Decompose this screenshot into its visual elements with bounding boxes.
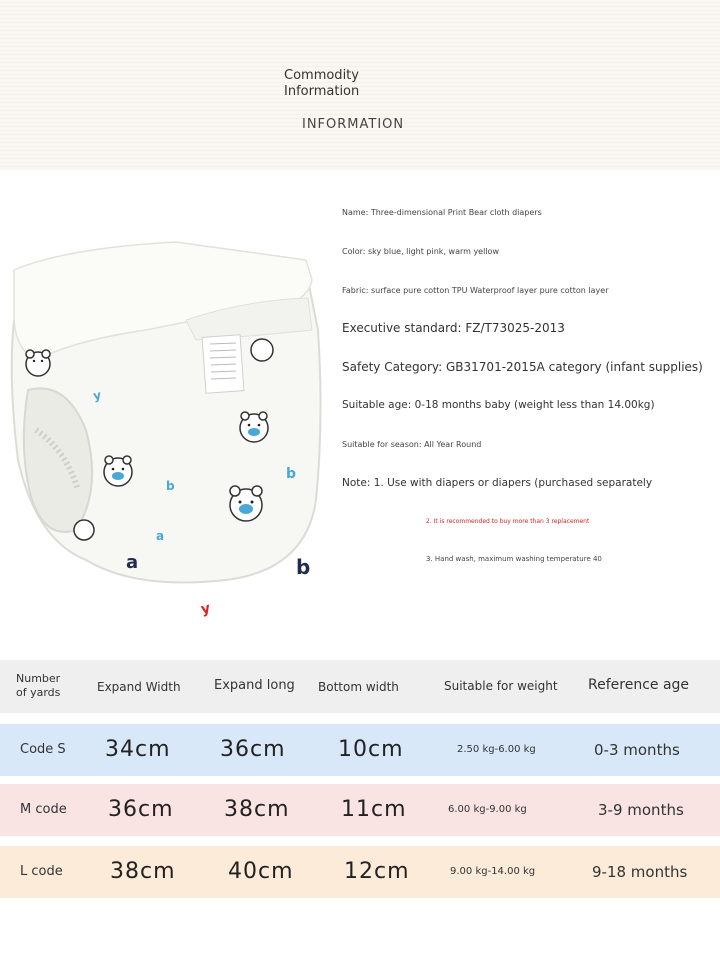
spec-name: Name: Three-dimensional Print Bear cloth diapers xyxy=(342,208,542,217)
print-letter-a-blue: a xyxy=(156,529,165,543)
print-letter-b-small: b xyxy=(166,479,175,493)
row-code: L code xyxy=(20,864,63,879)
row-expand-long: 36cm xyxy=(220,737,286,762)
row-code: M code xyxy=(20,802,67,817)
print-letter-b-large: b xyxy=(296,555,311,579)
row-age: 0-3 months xyxy=(594,741,680,759)
row-code: Code S xyxy=(20,742,66,757)
header-title xyxy=(284,68,359,100)
row-bottom-width: 12cm xyxy=(344,859,410,884)
spec-safety: Safety Category: GB31701-2015A category (infant supplies) xyxy=(342,360,703,374)
row-weight: 2.50 kg-6.00 kg xyxy=(457,744,536,755)
header-subtitle: INFORMATION xyxy=(302,117,405,132)
print-letter-y-blue: y xyxy=(92,387,103,403)
row-expand-long: 38cm xyxy=(224,797,290,822)
cloth-diaper-illustration xyxy=(6,240,326,618)
header-number-of-yards: Number of yards xyxy=(16,672,61,699)
spec-fabric: Fabric: surface pure cotton TPU Waterproof layer pure cotton layer xyxy=(342,286,609,295)
spec-standard: Executive standard: FZ/T73025-2013 xyxy=(342,321,565,335)
row-expand-width: 38cm xyxy=(110,859,176,884)
header-expand-width: Expand Width xyxy=(97,680,181,694)
size-row-s xyxy=(0,724,720,776)
print-letter-a-large: a xyxy=(126,552,139,573)
header-title-line2: Information xyxy=(284,84,360,99)
row-bottom-width: 10cm xyxy=(338,737,404,762)
header-expand-long: Expand long xyxy=(214,678,295,693)
spec-season: Suitable for season: All Year Round xyxy=(342,440,482,449)
size-row-m xyxy=(0,784,720,836)
row-expand-long: 40cm xyxy=(228,859,294,884)
print-letter-y-red: y xyxy=(199,600,212,618)
row-weight: 9.00 kg-14.00 kg xyxy=(450,866,536,877)
header-bottom-width: Bottom width xyxy=(318,680,399,694)
spec-note-3: 3. Hand wash, maximum washing temperature 40 xyxy=(426,555,602,563)
header-title-line1: Commodity xyxy=(284,68,359,83)
header-reference-age: Reference age xyxy=(588,677,690,693)
spec-age: Suitable age: 0-18 months baby (weight less than 14.00kg) xyxy=(342,399,655,411)
print-letter-b-blue: b xyxy=(286,466,297,482)
row-age: 3-9 months xyxy=(598,801,684,819)
row-bottom-width: 11cm xyxy=(341,797,407,822)
size-table-header xyxy=(0,660,720,713)
header-suitable-weight: Suitable for weight xyxy=(444,679,558,693)
spec-note-2: 2. It is recommended to buy more than 3 replacement xyxy=(426,518,590,525)
spec-color: Color: sky blue, light pink, warm yellow xyxy=(342,247,499,256)
product-info-section xyxy=(0,170,720,660)
row-age: 9-18 months xyxy=(592,863,688,881)
row-expand-width: 34cm xyxy=(105,737,171,762)
info-header xyxy=(0,0,720,170)
spec-note-1: Note: 1. Use with diapers or diapers (purchased separately xyxy=(342,477,653,489)
row-weight: 6.00 kg-9.00 kg xyxy=(448,804,527,815)
size-row-l xyxy=(0,846,720,898)
row-expand-width: 36cm xyxy=(108,797,174,822)
